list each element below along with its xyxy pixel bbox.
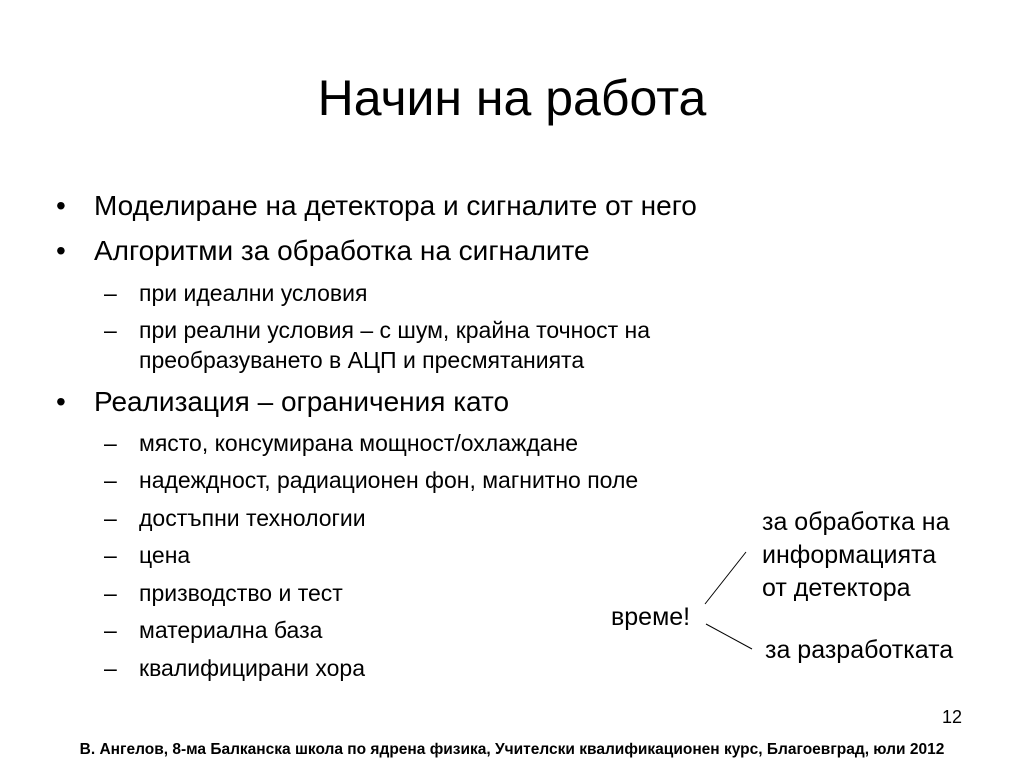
bullet-mark: • [56, 235, 66, 266]
sub-bullet-text: място, консумирана мощност/охлаждане [139, 430, 579, 456]
annotation-upper-line: за обработка на [762, 508, 950, 536]
dash-mark: – [104, 542, 117, 568]
dash-mark: – [104, 280, 117, 306]
sub-bullet-text: квалифицирани хора [139, 655, 366, 681]
connector-line-lower [706, 624, 752, 649]
bullet-text: Алгоритми за обработка на сигналите [94, 235, 590, 266]
annotation-upper-line: от детектора [762, 574, 911, 602]
dash-mark: – [104, 580, 117, 606]
dash-mark: – [104, 617, 117, 643]
bullet-text: Реализация – ограничения като [94, 386, 510, 417]
slide-title: Начин на работа [317, 70, 707, 126]
sub-bullet-text: цена [139, 542, 191, 568]
sub-bullet-text: призводство и тест [139, 580, 343, 606]
sub-bullet-text: материална база [139, 617, 323, 643]
sub-bullet-continuation: преобразуването в АЦП и пресмятанията [139, 347, 585, 373]
annotation-time-label: време! [611, 603, 691, 631]
sub-bullet-text: достъпни технологии [139, 505, 366, 531]
sub-bullet-text: при реални условия – с шум, крайна точност на [139, 317, 651, 343]
bullet-text: Моделиране на детектора и сигналите от него [94, 190, 697, 221]
dash-mark: – [104, 317, 117, 343]
sub-bullet-text: надеждност, радиационен фон, магнитно поле [139, 467, 639, 493]
connector-line-upper [705, 552, 746, 604]
dash-mark: – [104, 467, 117, 493]
dash-mark: – [104, 655, 117, 681]
bullet-mark: • [56, 190, 66, 221]
sub-bullet-text: при идеални условия [139, 280, 368, 306]
annotation-upper-line: информацията [762, 541, 937, 569]
slide-footer: В. Ангелов, 8-ма Балканска школа по ядрена физика, Учителски квалификационен курс, Благоевград, юли 2012 [79, 741, 945, 758]
bullet-mark: • [56, 386, 66, 417]
annotation-lower-label: за разработката [765, 636, 954, 664]
dash-mark: – [104, 505, 117, 531]
dash-mark: – [104, 430, 117, 456]
page-number: 12 [941, 707, 962, 727]
